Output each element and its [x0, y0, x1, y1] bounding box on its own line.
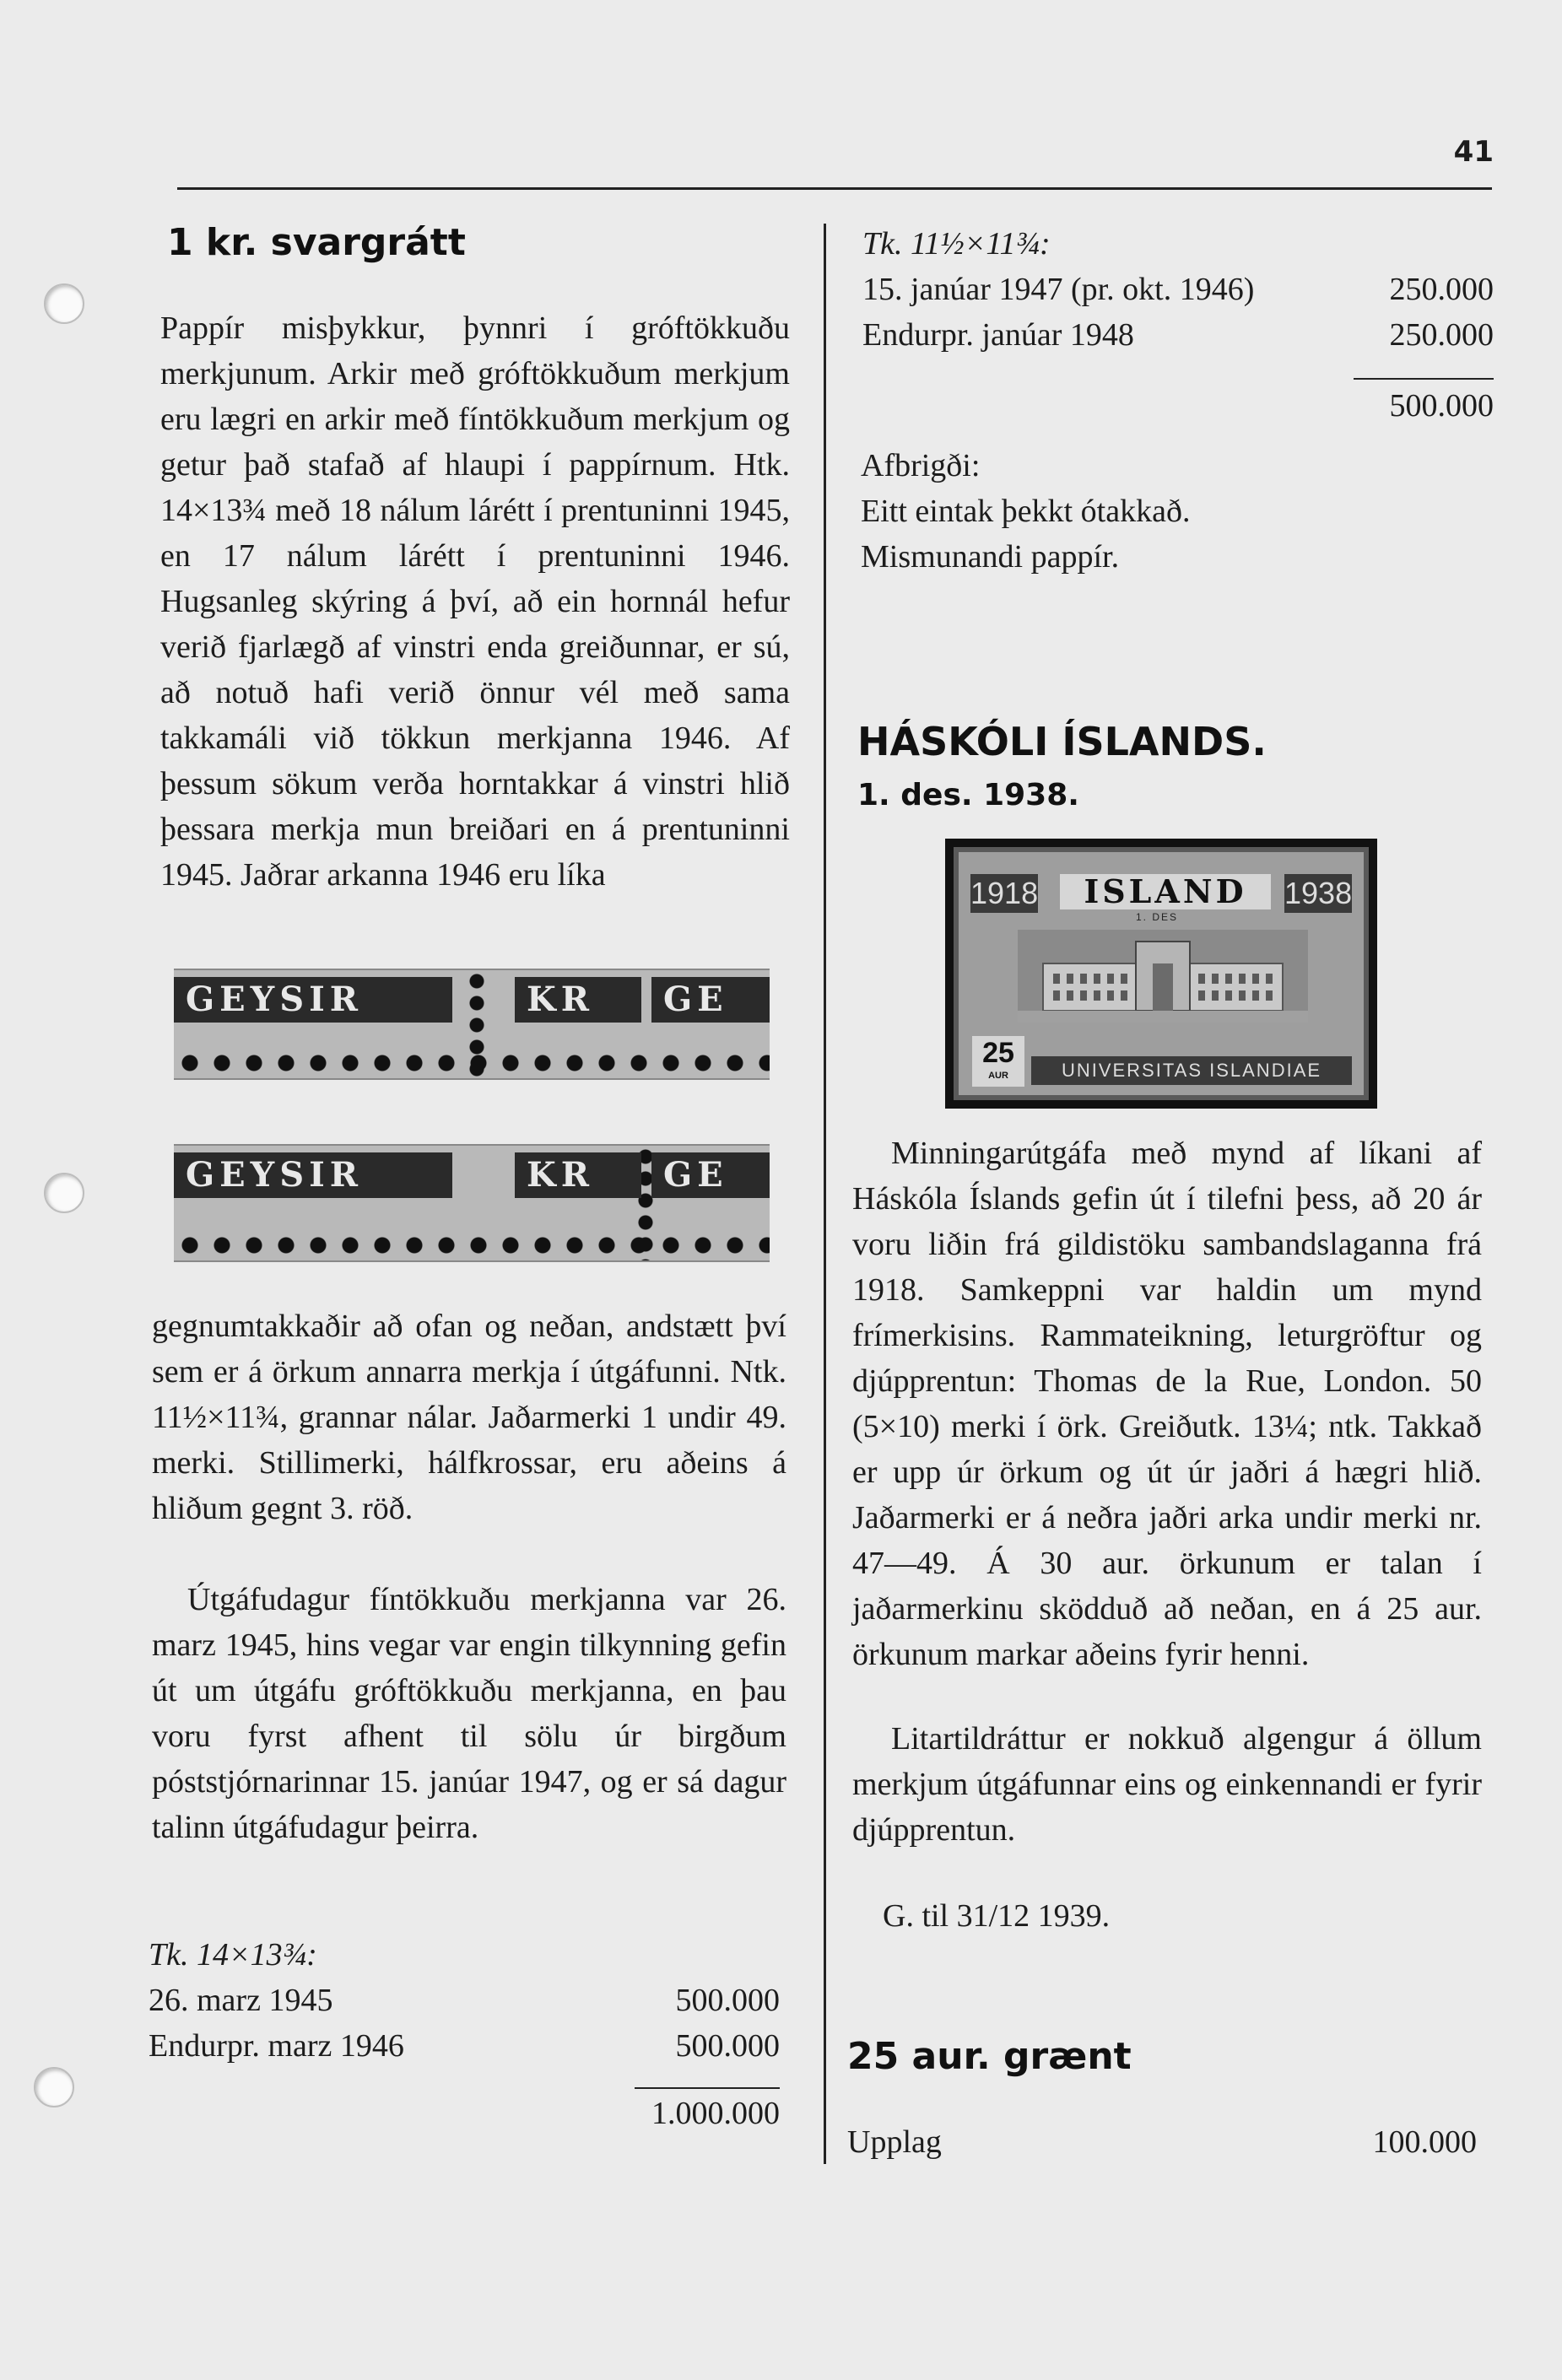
variant-item: Mismunandi pappír.: [861, 539, 1120, 575]
table-row: [862, 267, 1494, 312]
row-value: 500.000: [675, 2028, 780, 2064]
strip-label-ge: GE: [651, 1152, 770, 1198]
right-print-table: [862, 221, 1494, 429]
table-row: [862, 312, 1494, 358]
stamp-year-left: 1918: [970, 874, 1038, 913]
perforation-strip-1: [174, 969, 770, 1080]
stamp-country: ISLAND: [1060, 874, 1271, 909]
table-row: [149, 2023, 780, 2069]
stamp-date: 1. DES: [1136, 911, 1179, 923]
left-paragraph-1: Pappír misþykkur, þynnri í gróftökkuðu merkjunum. Arkir með gróftökkuðum merkjum eru lægri en arkir með fíntökkuðum merkjum og getur það stafað af hlaupi í pappírnum. Htk. 14×13¾ með 18 nálum lárétt í prentuninni 1945, en 17 nálum lárétt í prentuninni 1946. Hugsanleg skýring á því, að ein hornnál hefur verið fjarlægð af vinstri enda greiðunnar, er sú, að notuð hafi verið önnur vél með sama takkamáli við tökkun merkjanna 1946. Af þessum sökum verða horntakkar á vinstri hlið þessara merkja mun breiðari en á prentuninni 1945. Jaðrar arkanna 1946 eru líka: [160, 310, 790, 893]
row-value: 500.000: [675, 1983, 780, 2018]
left-paragraph-3: Útgáfudagur fíntökkuðu merkjanna var 26. marz 1945, hins vegar var engin tilkynning gefin út um útgáfu gróftökkuðu merkjanna, en þau voru fyrst afhent til sölu úr birgðum póststjórnarinnar 15. janúar 1947, og er sá dagur talinn útgáfudagur þeirra.: [152, 1582, 786, 1845]
left-print-table: [149, 1932, 780, 2136]
left-heading: 1 kr. svargrátt: [167, 221, 466, 264]
perforation-strip-2: [174, 1144, 770, 1262]
print-run-label: Upplag: [847, 2124, 942, 2160]
stamp-value-number: 25: [982, 1037, 1014, 1069]
table-total: 1.000.000: [651, 2096, 780, 2131]
variants-block: [861, 443, 1485, 580]
strip-label-kr: KR: [515, 977, 641, 1023]
horizontal-perforation: [174, 1235, 770, 1255]
variants-heading: Afbrigði:: [861, 448, 981, 483]
print-run-row: [847, 2119, 1477, 2165]
stamp-value: [972, 1036, 1024, 1087]
row-value: 250.000: [1389, 272, 1494, 307]
left-paragraph-2: gegnumtakkaðir að ofan og neðan, andstætt því sem er á örkum annarra merkja í útgáfunni. Ntk. 11½×11¾, grannar nálar. Jaðarmerki 1 undir 49. merki. Stillimerki, hálfkrossar, eru aðeins á hliðum gegnt 3. röð.: [152, 1309, 786, 1526]
binder-hole-middle: [44, 1173, 84, 1213]
print-run-value: 100.000: [1372, 2124, 1477, 2160]
strip-label-geysir: GEYSIR: [174, 1152, 452, 1198]
row-label: Endurpr. marz 1946: [149, 2028, 404, 2064]
strip-label-geysir: GEYSIR: [174, 977, 452, 1023]
table-total-row: [149, 2091, 780, 2136]
university-building-illustration: [1018, 930, 1308, 1023]
right-paragraph-2: Litartildráttur er nokkuð algengur á öllum merkjum útgáfunnar eins og einkennandi er fyrir djúpprentun.: [852, 1721, 1482, 1848]
row-label: Endurpr. janúar 1948: [862, 317, 1134, 353]
row-label: 15. janúar 1947 (pr. okt. 1946): [862, 272, 1255, 307]
stamp-value-unit: AUR: [988, 1071, 1008, 1081]
strip-label-ge: GE: [651, 977, 770, 1023]
binder-hole-bottom: [34, 2067, 74, 2107]
validity-note: G. til 31/12 1939.: [883, 1898, 1111, 1934]
binder-hole-top: [44, 283, 84, 324]
sub-heading: 25 aur. grænt: [847, 2035, 1132, 2078]
right-paragraph-1: Minningarútgáfa með mynd af líkani af Háskóla Íslands gefin út í tilefni þess, að 20 ár voru liðin frá gildistöku sambandslaganna frá 1918. Samkeppni var haldin um mynd frímerkisins. Rammateikning, leturgröftur og djúpprentun: Thomas de la Rue, London. 50 (5×10) merki í örk. Greiðutk. 13¼; ntk. Takkað er upp úr örkum og út úr jaðri á hægri hlið. Jaðarmerki er á neðra jaðri arka undir merki nr. 47—49. Á 30 aur. örkunum er talan í jaðarmerkinu sködduð að neðan, en á 25 aur. örkunum markar aðeins fyrir henni.: [852, 1136, 1482, 1672]
stamp-inscription: UNIVERSITAS ISLANDIAE: [1031, 1056, 1352, 1085]
row-value: 250.000: [1389, 317, 1494, 353]
section-date: 1. des. 1938.: [857, 778, 1079, 812]
right-table-header: Tk. 11½×11¾:: [862, 226, 1051, 262]
variant-item: Eitt eintak þekkt ótakkað.: [861, 494, 1191, 529]
row-label: 26. marz 1945: [149, 1983, 333, 2018]
stamp: [954, 847, 1369, 1100]
horizontal-perforation: [174, 1053, 770, 1073]
column-divider: [824, 224, 826, 2164]
stamp-year-right: 1938: [1284, 874, 1352, 913]
header-rule: [177, 187, 1492, 190]
strip-label-kr: KR: [515, 1152, 641, 1198]
sum-rule: [1354, 378, 1494, 380]
table-total: 500.000: [1389, 388, 1494, 424]
table-row: [149, 1978, 780, 2023]
left-table-header: Tk. 14×13¾:: [149, 1937, 317, 1973]
page-number: 41: [1453, 135, 1494, 169]
table-total-row: [862, 383, 1494, 429]
section-title: HÁSKÓLI ÍSLANDS.: [857, 719, 1267, 764]
sum-rule: [635, 2087, 780, 2089]
stamp-image: [945, 839, 1377, 1109]
